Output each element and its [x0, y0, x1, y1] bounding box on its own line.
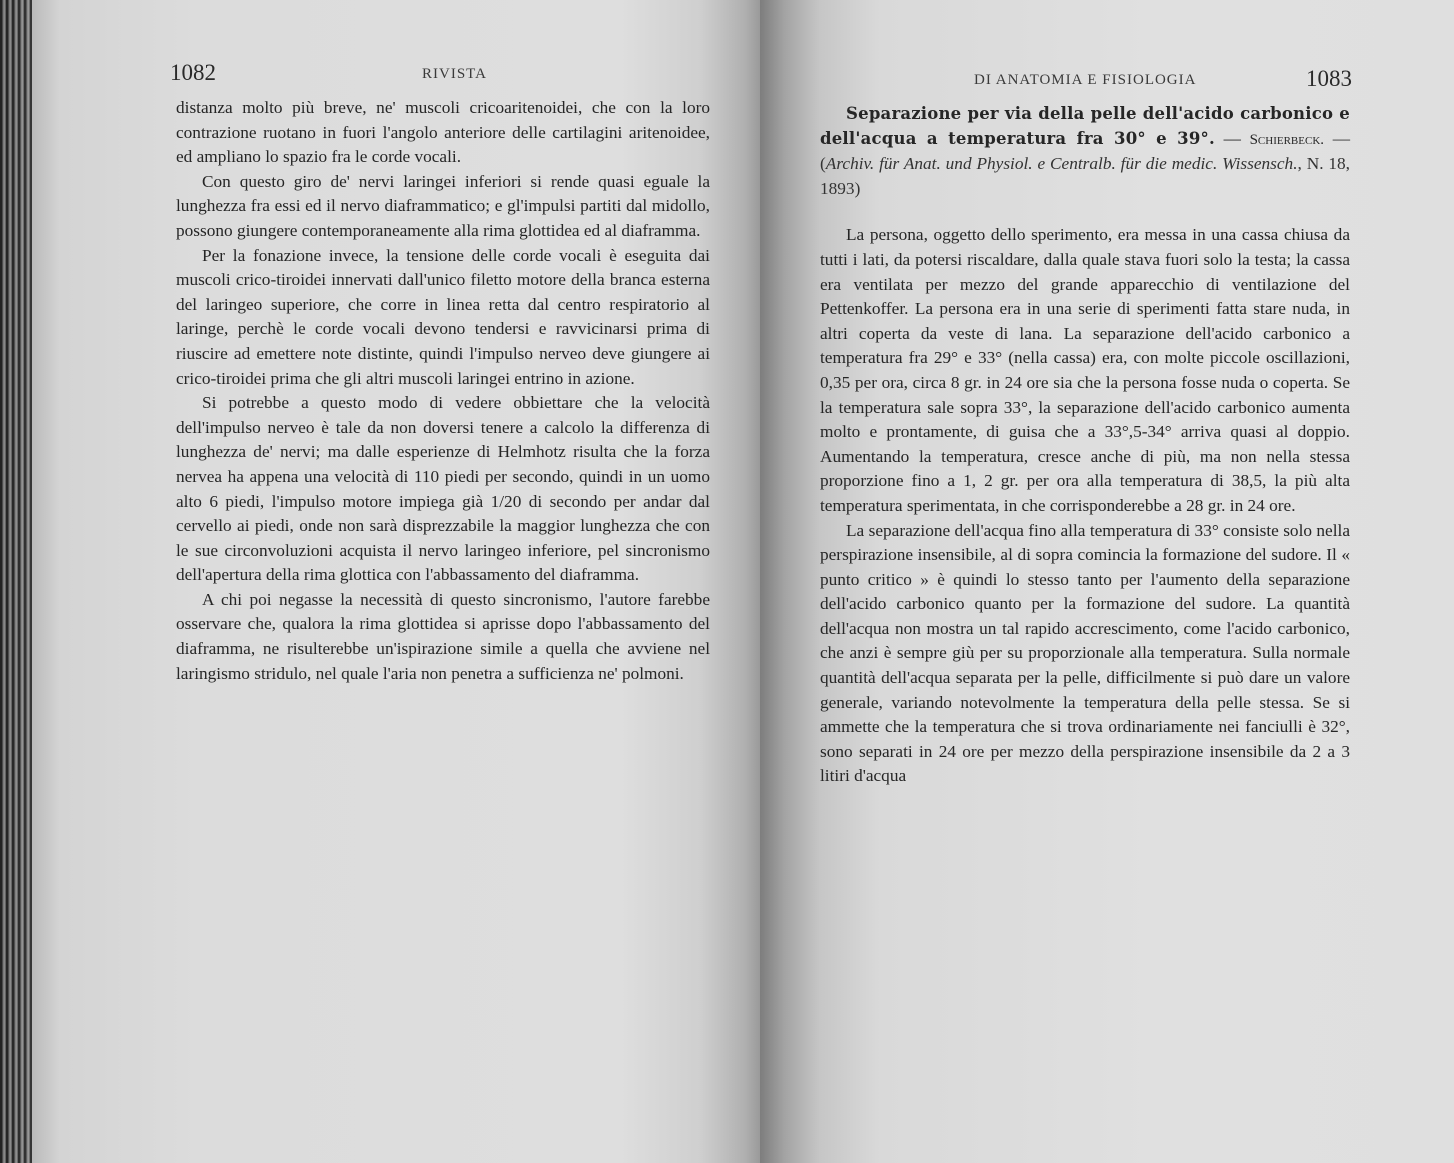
right-paragraph-2: La separazione dell'acqua fino alla temperatura di 33° consiste solo nella perspirazione insensibile, al di sopra comincia la formazione del sudore. Il « punto critico » è quindi lo stesso tanto per l'aumento della separazione dell'acido carbonico quanto per la formazione del sudore. La quantità dell'acqua non mostra un tal rapido accrescimento, come l'acido carbonico, che anzi è sempre giù per su proporzionale alla temperatura. Sulla normale quantità dell'acqua separata per la pelle, difficilmente si può dare un valore generale, variando notevolmente la temperatura della pelle stessa. Se si ammette che la temperatura che si trova ordinariamente nei fanciulli è 32°, sono separati in 24 ore per mezzo della perspirazione insensibile da 2 a 3 litiri d'acqua — [820, 520, 1350, 786]
left-paragraph-2: Con questo giro de' nervi laringei inferiori si rende quasi eguale la lunghezza fra essi ed il nervo diaframmatico; e gl'impulsi partiti dal midollo, possono giungere contemporaneamente alla rima glottidea ed al diaframma. — [176, 171, 710, 240]
left-paragraph-5: A chi poi negasse la necessità di questo sincronismo, l'autore farebbe osservare che, qualora la rima glottidea si aprisse dopo l'abbassamento del diaframma, ne risulterebbe un'ispirazione simile a quella che avviene nel laringismo stridulo, nel quale l'aria non penetra a sufficienza ne' polmoni. — [176, 589, 710, 683]
right-paragraph-1: La persona, oggetto dello sperimento, era messa in una cassa chiusa da tutti i lati, da potersi riscaldare, dalla quale stava fuori solo la testa; la cassa era ventilata per mezzo del grande apparecchio di ventilazione del Pettenkoffer. La persona era in una serie di sperimenti fatta stare nuda, in altri coperta da veste di lana. La separazione dell'acido carbonico a temperatura fra 29° e 33° (nella cassa) era, con molte piccole oscillazioni, 0,35 per ora, circa 8 gr. in 24 ore sia che la persona fosse nuda o coperta. Se la temperatura sale sopra 33°, la separazione dell'acido carbonico aumenta molto e prontamente, di guisa che a 33°,5-34° arriva quasi al doppio. Aumentando la temperatura, cresce anche di più, ma non nella stessa proporzione fino a 1, 2 gr. per ora alla temperatura di 38,5, la più alta temperatura sperimentata, in che corrisponderebbe a 28 gr. in 24 ore. — [820, 225, 1350, 515]
right-text-block — [820, 102, 1350, 789]
heading-spacer — [820, 201, 1350, 223]
left-running-head: RIVISTA — [422, 66, 487, 82]
left-paragraph-3: Per la fonazione invece, la tensione delle corde vocali è eseguita dai muscoli crico-tiroidei innervati dall'unico filetto motore della branca esterna del laringeo superiore, che corre in linea retta dal centro respiratorio al laringe, perchè le corde vocali devono tendersi e ravvicinarsi prima di riuscire ad emettere note distinte, quindi l'impulso nerveo deve giungere ai crico-tiroidei prima che gli altri muscoli laringei entrino in azione. — [176, 245, 710, 388]
citation-open: — ( — [820, 128, 1351, 174]
page-edge-stack — [0, 0, 32, 1163]
right-page-number: 1083 — [1306, 66, 1352, 91]
citation-close: , N. 18, 1893) — [820, 154, 1350, 198]
right-running-head: DI ANATOMIA E FISIOLOGIA — [974, 72, 1197, 88]
article-heading — [820, 102, 1350, 201]
article-author: Schierbeck. — [1249, 131, 1325, 148]
article-title: Separazione per via della pelle dell'acido carbonico e dell'acqua a temperatura fra 30° e 39°. — [820, 104, 1350, 148]
left-text-block — [176, 96, 710, 686]
left-page-number: 1082 — [170, 60, 216, 85]
left-paragraph-1: distanza molto più breve, ne' muscoli cricoaritenoidei, che con la loro contrazione ruotano in fuori l'angolo anteriore delle cartilagini aritenoidee, ed ampliano lo spazio fra le corde vocali. — [176, 98, 710, 167]
citation-journal: Archiv. für Anat. und Physiol. e Centralb. für die medic. Wissensch. — [825, 154, 1298, 174]
author-dash: — — [1214, 128, 1250, 148]
left-paragraph-4: Si potrebbe a questo modo di vedere obbiettare che la velocità dell'impulso nerveo è tale da non doversi tenere a calcolo la differenza di lunghezza de' nervi; ma dalle esperienze di Helmhotz risulta che la forza nervea ha appena una velocità di 110 piedi per secondo, quindi in un uomo alto 6 piedi, l'impulso motore impiega già 1/20 di secondo per andar dal cervello ai piedi, onde non sarà disprezzabile la maggior lunghezza che con le sue circonvoluzioni acquista il nervo laringeo inferiore, pel sincronismo dell'apertura della rima glottica con l'abbassamento del diaframma. — [176, 393, 710, 585]
right-page — [760, 0, 1454, 1163]
